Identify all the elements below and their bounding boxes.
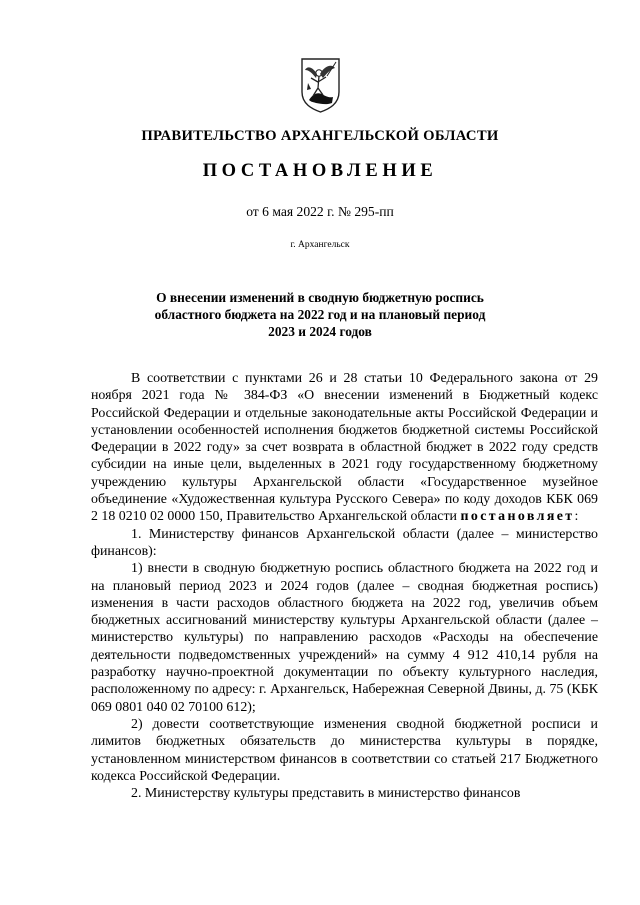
government-name: ПРАВИТЕЛЬСТВО АРХАНГЕЛЬСКОЙ ОБЛАСТИ <box>141 128 499 144</box>
title-line: областного бюджета на 2022 год и на плановый период <box>154 307 486 322</box>
paragraph-item-1: 1. Министерству финансов Архангельской области (далее – министерство финансов): <box>91 526 598 559</box>
title-line: О внесении изменений в сводную бюджетную роспись <box>156 290 484 305</box>
preamble-paragraph <box>91 370 598 526</box>
document-title <box>0 289 640 340</box>
document-body <box>91 370 598 802</box>
resolves-word: постановляет <box>460 509 575 525</box>
city: г. Архангельск <box>290 240 350 250</box>
date-and-number: от 6 мая 2022 г. № 295-пп <box>246 204 394 219</box>
paragraph-item-1-2: 2) довести соответствующие изменения сводной бюджетной росписи и лимитов бюджетных обязательств до министерства культуры в порядке, установленном министерством финансов в соответствии со статьей 217 Бюджетного кодекса Российской Федерации. <box>91 716 598 784</box>
preamble-text: В соответствии с пунктами 26 и 28 статьи 10 Федерального закона от 29 ноября 2021 года № 384-ФЗ «О внесении изменений в Бюджетный кодекс Российской Федерации и отдельные законодательные акты Российской Федерации и установлении особенностей исполнения бюджетов бюджетной системы Российской Федерации в 2022 году» за счет возврата в областной бюджет в 2022 году средств субсидии на иные цели, выделенных в 2021 году государственному бюджетному учреждению культуры Архангельской области «Государственное музейное объединение «Художественная культура Русского Севера» по коду доходов КБК 069 2 18 0210 02 0000 150, Правительство Архангельской области <box>91 371 598 525</box>
document-type: ПОСТАНОВЛЕНИЕ <box>202 161 438 181</box>
coat-of-arms-emblem <box>299 56 342 114</box>
paragraph-item-2: 2. Министерству культуры представить в министерство финансов <box>131 786 521 802</box>
paragraph-item-1-1: 1) внести в сводную бюджетную роспись областного бюджета на 2022 год и на плановый период 2023 и 2024 годов (далее – сводная бюджетная роспись) изменения в части расходов областного бюджета на 2022 год, увеличив объем бюджетных ассигнований министерству культуры Архангельской области (далее – министерство культуры) по направлению расходов «Расходы на обеспечение деятельности подведомственных учреждений» на сумму 4 912 410,14 рубля на разработку научно-проектной документации по объекту культурного наследия, расположенному по адресу: г. Архангельск, Набережная Северной Двины, д. 75 (КБК 069 0801 040 02 70100 612); <box>91 561 598 715</box>
colon: : <box>574 509 579 525</box>
title-line: 2023 и 2024 годов <box>268 324 372 339</box>
